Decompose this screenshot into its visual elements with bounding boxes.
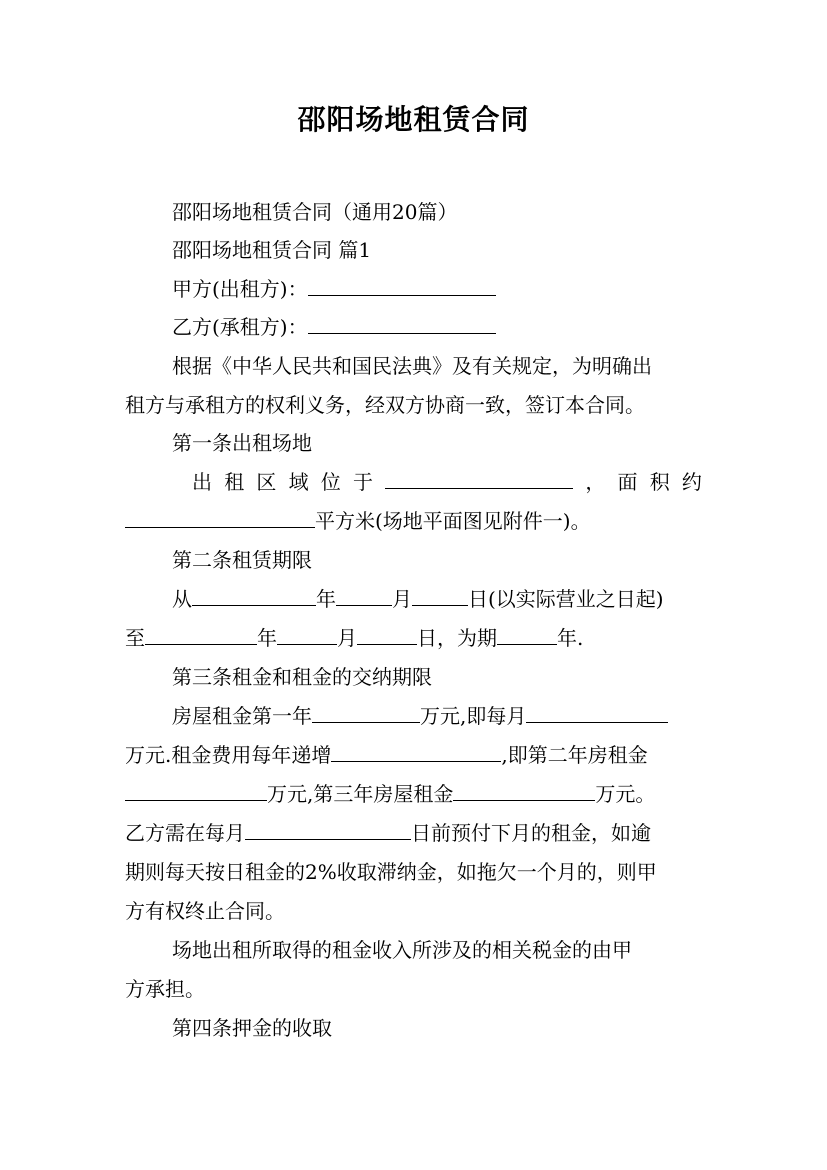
text-segment: 万元。 <box>595 782 656 806</box>
term-blank <box>497 626 557 645</box>
text-segment: 至 <box>125 626 145 650</box>
start-month-blank <box>336 587 392 606</box>
party-b-line <box>172 315 496 339</box>
monthly-rent-blank <box>526 704 668 723</box>
text-segment: ,即第二年房租金 <box>501 743 648 767</box>
article-heading: 第一条出租场地 <box>172 431 312 455</box>
paragraph-line <box>125 509 591 533</box>
paragraph-line: 场地出租所取得的租金收入所涉及的相关税金的由甲 <box>172 938 632 962</box>
text-char: ， <box>585 470 606 494</box>
text-char: 积 <box>649 470 670 494</box>
paragraph-line: 租方与承租方的权利义务，经双方协商一致，签订本合同。 <box>125 393 645 417</box>
paragraph-line <box>172 587 664 611</box>
text-segment: 乙方需在每月 <box>125 821 245 845</box>
party-b-blank <box>308 315 496 334</box>
article-heading: 第三条租金和租金的交纳期限 <box>172 665 432 689</box>
party-a-blank <box>308 277 496 296</box>
third-year-rent-blank <box>453 782 595 801</box>
text-segment: 年 <box>316 587 336 611</box>
article-heading: 第二条租赁期限 <box>172 548 312 572</box>
text-segment: 年 <box>257 626 277 650</box>
paragraph-line: 根据《中华人民共和国民法典》及有关规定，为明确出 <box>172 354 652 378</box>
paragraph-line <box>172 470 702 494</box>
text-segment: 日，为期 <box>417 626 497 650</box>
increase-blank <box>331 743 501 762</box>
party-a-line <box>172 277 496 301</box>
text-segment: 日(以实际营业之日起) <box>468 587 664 611</box>
paragraph-line <box>125 782 655 806</box>
paragraph-line: 方有权终止合同。 <box>125 899 285 923</box>
text-char: 位 <box>320 470 341 494</box>
text-char: 域 <box>288 470 309 494</box>
second-year-rent-blank <box>125 782 267 801</box>
paragraph-line: 方承担。 <box>125 977 205 1001</box>
text-char: 租 <box>224 470 245 494</box>
paragraph-line <box>125 743 648 767</box>
end-day-blank <box>357 626 417 645</box>
text-segment: 万元.租金费用每年递增 <box>125 743 332 767</box>
text-char: 约 <box>681 470 702 494</box>
text-segment: 房屋租金第一年 <box>172 704 312 728</box>
text-segment: 年. <box>557 626 584 650</box>
area-blank <box>125 509 315 528</box>
end-year-blank <box>145 626 257 645</box>
payment-day-blank <box>245 821 411 840</box>
document-title: 邵阳场地租赁合同 <box>297 103 530 136</box>
text-char: 面 <box>617 470 638 494</box>
text-segment: 日前预付下月的租金，如逾 <box>411 821 651 845</box>
paragraph-line <box>172 704 668 728</box>
start-day-blank <box>412 587 468 606</box>
paragraph-line <box>125 821 651 845</box>
text-segment: 万元,即每月 <box>420 704 527 728</box>
paragraph-line <box>125 626 583 650</box>
text-segment: 从 <box>172 587 192 611</box>
text-char: 区 <box>256 470 277 494</box>
subtitle-line: 邵阳场地租赁合同（通用20篇） <box>172 200 458 224</box>
paragraph-line: 期则每天按日租金的2%收取滞纳金，如拖欠一个月的，则甲 <box>125 860 657 884</box>
end-month-blank <box>277 626 337 645</box>
text-char: 出 <box>192 470 212 494</box>
party-a-label: 甲方(出租方)： <box>172 277 308 301</box>
article-heading: 第四条押金的收取 <box>172 1016 332 1040</box>
start-year-blank <box>192 587 316 606</box>
first-year-rent-blank <box>312 704 420 723</box>
area-text: 平方米(场地平面图见附件一)。 <box>315 509 591 533</box>
text-segment: 月 <box>337 626 357 650</box>
location-blank <box>385 470 573 489</box>
text-segment: 月 <box>392 587 412 611</box>
party-b-label: 乙方(承租方)： <box>172 315 308 339</box>
text-char: 于 <box>352 470 373 494</box>
section-heading: 邵阳场地租赁合同 篇1 <box>172 238 372 262</box>
text-segment: 万元,第三年房屋租金 <box>267 782 454 806</box>
